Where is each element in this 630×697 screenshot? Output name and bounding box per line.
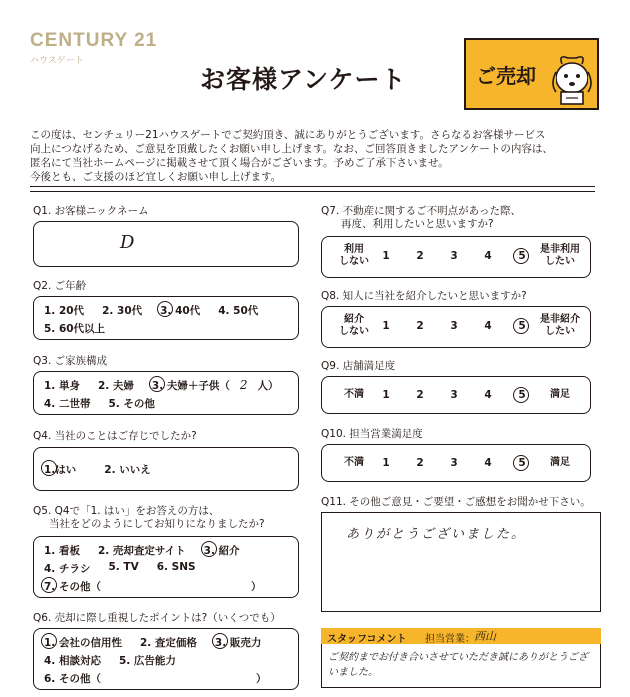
q11-label: Q11. その他ご意見・ご要望・ご感想をお聞かせ下さい。 bbox=[321, 496, 591, 508]
q6-option-selected: 1. 会社の信用性 bbox=[44, 637, 122, 649]
q3-option-suffix: 人） bbox=[257, 380, 279, 392]
q6-options-box bbox=[33, 628, 299, 690]
intro-text bbox=[30, 128, 605, 184]
q5-option-selected: 7. その他（ bbox=[44, 581, 101, 593]
divider bbox=[30, 191, 595, 192]
intro-line: この度は、センチュリー21ハウスゲートでご契約頂き、誠にありがとうございます。さらなるお客様サービス bbox=[30, 129, 546, 141]
page-title: お客様アンケート bbox=[200, 65, 407, 94]
q7-high-label: 是非利用 したい bbox=[540, 244, 580, 267]
q2-option: 1. 20代 bbox=[44, 305, 85, 317]
q9-scale-box bbox=[321, 376, 591, 414]
staff-comment-text: ご契約までお付き合いさせていただき誠にありがとうございました。 bbox=[328, 652, 588, 678]
q10-num: 3 bbox=[450, 457, 458, 469]
q7-num: 4 bbox=[484, 250, 492, 262]
q5-row bbox=[44, 579, 261, 594]
q8-num: 3 bbox=[450, 320, 458, 332]
q4-option-selected: 1.はい bbox=[44, 464, 77, 476]
q10-high-label: 満足 bbox=[550, 457, 570, 468]
q2-options-box bbox=[33, 296, 299, 340]
q10-num: 2 bbox=[416, 457, 424, 469]
q6-option-selected: 3. 販売力 bbox=[214, 637, 262, 649]
q3-row bbox=[44, 378, 279, 393]
q9-num: 2 bbox=[416, 389, 424, 401]
q3-option: 5. その他 bbox=[108, 398, 155, 410]
q5-option: 5. TV bbox=[108, 561, 139, 573]
q8-num-selected: 5 bbox=[516, 320, 528, 332]
q6-option: 5. 広告能力 bbox=[118, 655, 176, 667]
q5-option: 2. 売却査定サイト bbox=[97, 545, 186, 557]
q5-option-suffix: ） bbox=[250, 581, 262, 593]
q8-num: 1 bbox=[382, 320, 390, 332]
q3-option: 1. 単身 bbox=[44, 380, 80, 392]
q9-high-label: 満足 bbox=[550, 389, 570, 400]
q10-num: 1 bbox=[382, 457, 390, 469]
divider bbox=[30, 186, 595, 187]
q7-low-label: 利用 しない bbox=[339, 244, 369, 267]
staff-comment-header bbox=[321, 628, 601, 644]
q8-scale bbox=[322, 307, 590, 347]
q2-option-selected: 3. 40代 bbox=[160, 305, 201, 317]
q6-option: 6. その他（ bbox=[44, 673, 101, 685]
q5-row bbox=[44, 561, 214, 576]
q7-num: 3 bbox=[450, 250, 458, 262]
q1-answer: D bbox=[120, 232, 135, 253]
q11-answer: ありがとうございました。 bbox=[346, 527, 527, 542]
q10-scale-box bbox=[321, 444, 591, 482]
q3-row bbox=[44, 396, 173, 411]
q9-num: 1 bbox=[382, 389, 390, 401]
q7-num: 1 bbox=[382, 250, 390, 262]
q4-option: 2. いいえ bbox=[104, 464, 151, 476]
q1-label: Q1. お客様ニックネーム bbox=[33, 205, 149, 217]
q6-option-suffix: ） bbox=[255, 673, 267, 685]
intro-line: 匿名にて当社ホームページに掲載させて頂く場合がございます。予めご了承下さいませ。 bbox=[30, 157, 449, 169]
q10-label: Q10. 担当営業満足度 bbox=[321, 428, 423, 440]
q1-answer-box bbox=[33, 221, 299, 267]
q2-option: 5. 60代以上 bbox=[44, 323, 106, 335]
q2-row bbox=[44, 303, 276, 318]
q3-option: 2. 夫婦 bbox=[97, 380, 134, 392]
q7-num: 2 bbox=[416, 250, 424, 262]
q9-num: 3 bbox=[450, 389, 458, 401]
dog-mascot-icon bbox=[548, 50, 596, 108]
q7-scale-box bbox=[321, 236, 591, 278]
staff-rep-label: 担当営業： bbox=[425, 634, 475, 645]
staff-rep-name: 西山 bbox=[474, 630, 496, 643]
q8-num: 4 bbox=[484, 320, 492, 332]
q5-label: Q5. Q4で「1. はい」をお答えの方は、 bbox=[33, 505, 220, 517]
q6-option: 4. 相談対応 bbox=[44, 655, 101, 667]
q8-label: Q8. 知人に当社を紹介したいと思いますか? bbox=[321, 290, 527, 302]
q8-high-label: 是非紹介 したい bbox=[540, 314, 580, 337]
q2-option: 4. 50代 bbox=[218, 305, 259, 317]
brand-logo bbox=[30, 30, 157, 66]
intro-line: 向上につなげるため、ご意見を頂戴したくお願い申し上げます。なお、ご回答頂きましたアンケートの内容は、 bbox=[30, 143, 553, 155]
q6-label: Q6. 売却に際し重視したポイントは?（いくつでも） bbox=[33, 612, 281, 624]
q9-num: 4 bbox=[484, 389, 492, 401]
q9-scale bbox=[322, 377, 590, 413]
q4-row bbox=[44, 462, 169, 477]
q5-option: 4. チラシ bbox=[44, 563, 91, 575]
q7-num-selected: 5 bbox=[516, 250, 528, 262]
q5-option-selected: 3. 紹介 bbox=[203, 545, 240, 557]
q3-label: Q3. ご家族構成 bbox=[33, 355, 108, 367]
q11-answer-box bbox=[321, 512, 601, 612]
q8-scale-box bbox=[321, 306, 591, 348]
q6-row bbox=[44, 635, 279, 650]
q5-option: 6. SNS bbox=[156, 561, 196, 573]
q8-low-label: 紹介 しない bbox=[339, 314, 369, 337]
q9-label: Q9. 店舗満足度 bbox=[321, 360, 396, 372]
q5-options-box bbox=[33, 536, 299, 598]
q10-scale bbox=[322, 445, 590, 481]
q8-num: 2 bbox=[416, 320, 424, 332]
brand-subtitle: ハウスゲート bbox=[30, 56, 84, 66]
q5-row bbox=[44, 543, 258, 558]
intro-line: 今後とも、ご支援のほど宜しくお願い申し上げます。 bbox=[30, 171, 282, 183]
q6-option: 2. 査定価格 bbox=[139, 637, 197, 649]
q4-label: Q4. 当社のことはご存じでしたか? bbox=[33, 430, 197, 442]
q7-label-cont: 再度、利用したいと思いますか? bbox=[341, 218, 494, 230]
q3-option: 4. 二世帯 bbox=[44, 398, 91, 410]
q4-options-box bbox=[33, 447, 299, 491]
q3-option-selected: 3. 夫婦＋子供（ bbox=[151, 380, 230, 392]
q10-num: 4 bbox=[484, 457, 492, 469]
q7-label: Q7. 不動産に関するご不明点があった際、 bbox=[321, 205, 522, 217]
q3-options-box bbox=[33, 371, 299, 415]
q3-children-count: 2 bbox=[239, 378, 248, 392]
staff-comment-box bbox=[321, 644, 601, 688]
q2-row bbox=[44, 321, 123, 336]
q9-low-label: 不満 bbox=[344, 389, 364, 400]
q6-row bbox=[44, 653, 194, 668]
q7-scale bbox=[322, 237, 590, 277]
badge-text: ご売却 bbox=[476, 64, 536, 88]
q5-label-cont: 当社をどのようにしてお知りになりましたか? bbox=[49, 518, 265, 530]
q2-label: Q2. ご年齢 bbox=[33, 280, 87, 292]
brand-name: CENTURY 21 bbox=[30, 30, 158, 51]
q5-option: 1. 看板 bbox=[44, 545, 80, 557]
staff-comment-label: スタッフコメント bbox=[327, 634, 407, 645]
q6-row bbox=[44, 671, 266, 686]
q10-num-selected: 5 bbox=[516, 457, 528, 469]
q10-low-label: 不満 bbox=[344, 457, 364, 468]
q9-num-selected: 5 bbox=[516, 389, 528, 401]
q2-option: 2. 30代 bbox=[102, 305, 143, 317]
